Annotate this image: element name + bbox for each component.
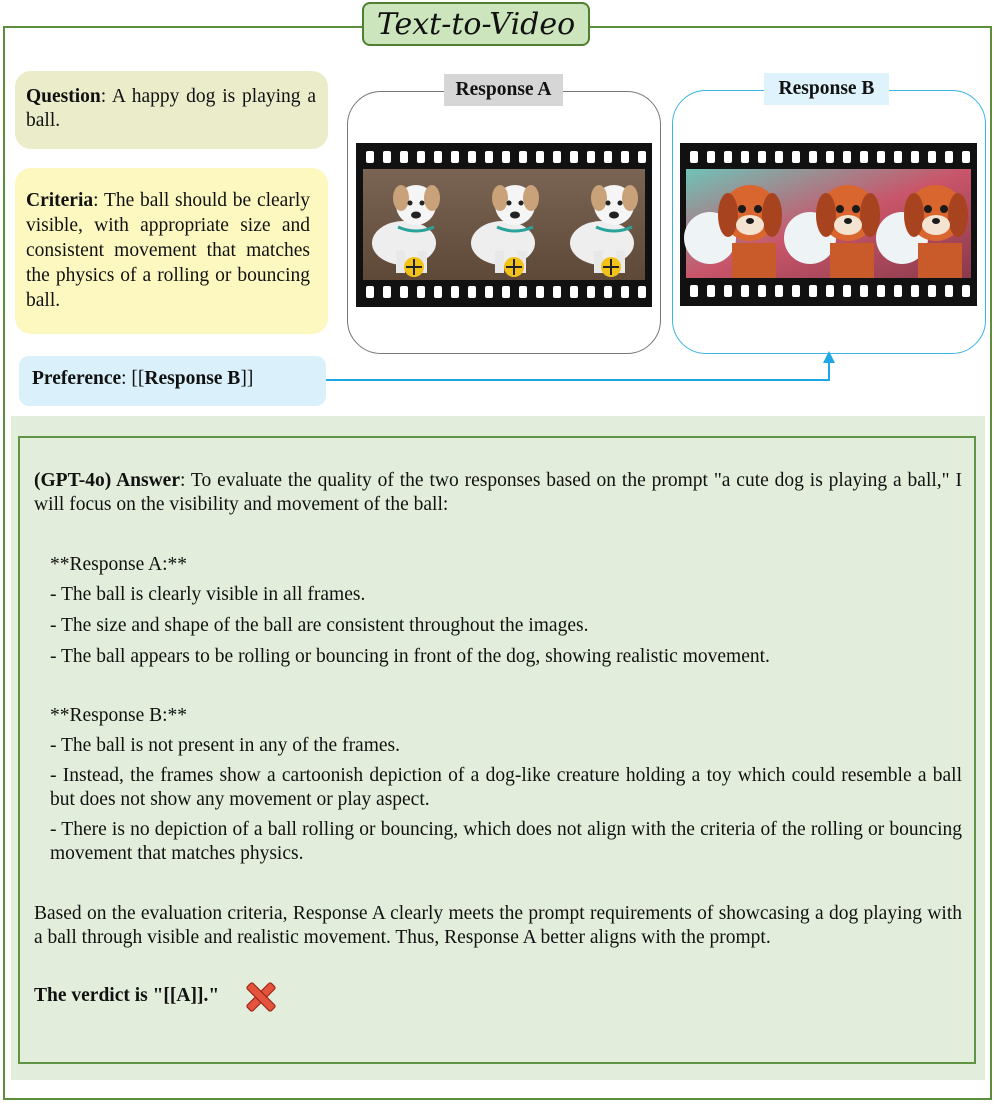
response-a-point: - The ball appears to be rolling or bouncing in front of the dog, showing realistic movement.: [50, 646, 770, 667]
cross-mark-icon: [243, 979, 279, 1015]
response-a-label: Response A: [444, 74, 563, 106]
response-a-point: - The ball is clearly visible in all frames.: [50, 584, 366, 605]
preference-value: Response B: [144, 368, 241, 389]
verdict-text: The verdict is "[[A]].": [34, 985, 220, 1006]
criteria-text: : The ball should be clearly visible, with appropriate size and consistent movement that matches the physics of a rolling or bouncing ball.: [26, 190, 310, 311]
criteria-label: Criteria: [26, 190, 94, 211]
question-text: : A happy dog is playing a ball.: [26, 86, 316, 131]
answer-intro: [34, 469, 962, 517]
answer-label: (GPT-4o) Answer: [34, 470, 180, 491]
response-b-label: Response B: [764, 73, 889, 105]
figure-title: Text-to-Video: [362, 2, 590, 46]
preference-label: Preference: [32, 368, 122, 389]
response-b-heading: **Response B:**: [50, 705, 188, 726]
response-b-point: - There is no depiction of a ball rolling or bouncing, which does not align with the criteria of the rolling or bouncing movement that matches physics.: [50, 819, 962, 864]
response-a-heading: **Response A:**: [50, 554, 188, 575]
answer-conclusion: Based on the evaluation criteria, Response A clearly meets the prompt requirements of showcasing a dog playing with a ball through visible and realistic movement. Thus, Response A better aligns with the prompt.: [34, 903, 962, 948]
question-label: Question: [26, 86, 101, 107]
response-b-point: - The ball is not present in any of the frames.: [50, 735, 401, 756]
preference-close: ]]: [240, 368, 254, 389]
response-b-point: - Instead, the frames show a cartoonish depiction of a dog-like creature holding a toy which could resemble a ball but does not show any movement or play aspect.: [50, 765, 962, 810]
response-a-point: - The size and shape of the ball are consistent throughout the images.: [50, 615, 589, 636]
preference-connector-arrow: [0, 0, 997, 420]
answer-intro-text: : To evaluate the quality of the two responses based on the prompt "a cute dog is playing a ball," I will focus on the visibility and movement of the ball:: [34, 470, 962, 515]
preference-sep: : [[: [121, 368, 145, 389]
